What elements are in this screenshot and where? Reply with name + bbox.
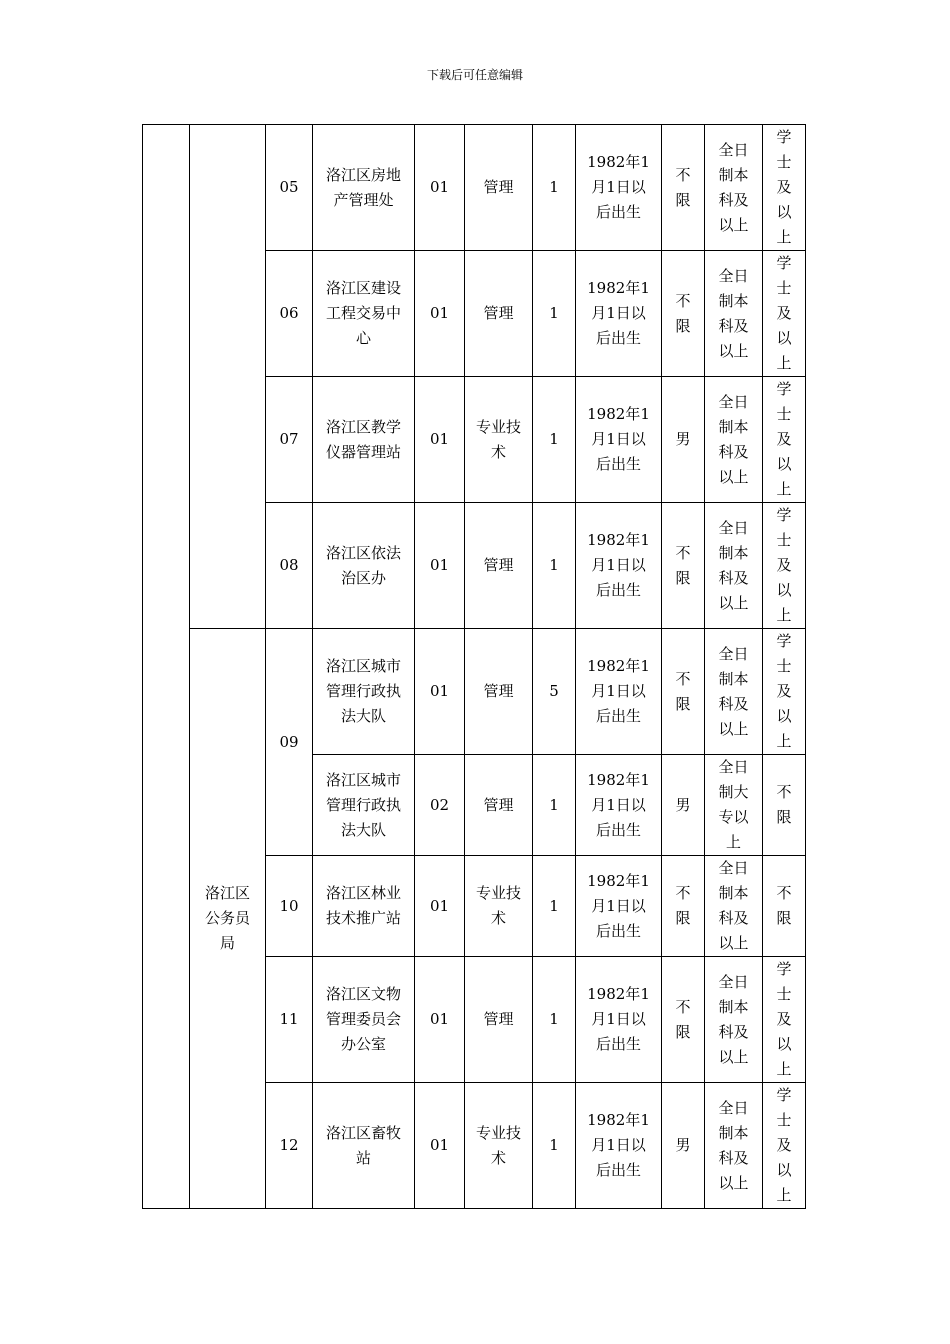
unit-cell-text: 洛江区教学仪器管理站 xyxy=(325,417,401,461)
degree-cell-text: 不限 xyxy=(776,783,792,826)
education-cell-text: 全日制本科及以上 xyxy=(718,140,749,234)
age-cell xyxy=(576,755,662,856)
code-cell-text: 06 xyxy=(279,304,299,322)
post-cell xyxy=(415,629,465,755)
type-cell xyxy=(465,755,533,856)
education-cell xyxy=(705,629,763,755)
type-cell xyxy=(465,1083,533,1209)
education-cell xyxy=(705,1083,763,1209)
unit-cell-text: 洛江区畜牧站 xyxy=(325,1123,401,1167)
gender-cell-text: 男 xyxy=(675,1136,691,1154)
post-cell xyxy=(415,1083,465,1209)
degree-cell-text: 学士及以上 xyxy=(776,1086,792,1204)
age-cell-text: 1982年1月1日以后出生 xyxy=(587,1111,650,1179)
count-cell-text: 1 xyxy=(549,178,559,196)
unit-cell-text: 洛江区房地产管理处 xyxy=(325,165,401,209)
degree-cell xyxy=(763,755,806,856)
degree-cell xyxy=(763,957,806,1083)
gender-cell xyxy=(662,251,705,377)
count-cell-text: 1 xyxy=(549,430,559,448)
degree-cell-text: 学士及以上 xyxy=(776,380,792,498)
gender-cell-text: 不限 xyxy=(675,669,691,713)
count-cell-text: 1 xyxy=(549,1136,559,1154)
type-cell-text: 专业技术 xyxy=(475,884,521,927)
post-cell xyxy=(415,957,465,1083)
gender-cell xyxy=(662,856,705,957)
recruitment-table xyxy=(142,124,806,1209)
degree-cell-text: 学士及以上 xyxy=(776,960,792,1078)
post-cell xyxy=(415,251,465,377)
post-cell xyxy=(415,125,465,251)
page-header: 下载后可任意编辑 xyxy=(426,68,523,82)
age-cell xyxy=(576,1083,662,1209)
unit-cell xyxy=(313,1083,415,1209)
type-cell xyxy=(465,377,533,503)
unit-cell-text: 洛江区城市管理行政执法大队 xyxy=(325,657,401,725)
code-cell-text: 10 xyxy=(279,896,299,915)
count-cell xyxy=(533,856,576,957)
count-cell-text: 1 xyxy=(549,1010,559,1028)
count-cell xyxy=(533,503,576,629)
gender-cell xyxy=(662,629,705,755)
gender-cell xyxy=(662,503,705,629)
blank-cell xyxy=(143,125,190,1209)
code-cell xyxy=(266,856,313,957)
table-row xyxy=(143,125,806,251)
count-cell xyxy=(533,377,576,503)
unit-cell xyxy=(313,503,415,629)
age-cell-text: 1982年1月1日以后出生 xyxy=(587,279,650,347)
post-cell-text: 01 xyxy=(429,556,450,574)
unit-cell xyxy=(313,856,415,957)
degree-cell xyxy=(763,125,806,251)
degree-cell xyxy=(763,377,806,503)
degree-cell-text: 学士及以上 xyxy=(776,506,792,624)
post-cell-text: 02 xyxy=(429,795,450,814)
post-cell-text: 01 xyxy=(429,896,450,915)
age-cell-text: 1982年1月1日以后出生 xyxy=(587,657,650,725)
type-cell xyxy=(465,856,533,957)
education-cell-text: 全日制本科及以上 xyxy=(718,392,749,486)
education-cell xyxy=(705,125,763,251)
count-cell-text: 1 xyxy=(549,795,559,814)
unit-cell-text: 洛江区依法治区办 xyxy=(325,543,401,587)
age-cell-text: 1982年1月1日以后出生 xyxy=(587,871,650,940)
age-cell xyxy=(576,377,662,503)
code-cell xyxy=(266,125,313,251)
code-cell xyxy=(266,377,313,503)
age-cell xyxy=(576,125,662,251)
post-cell xyxy=(415,503,465,629)
gender-cell-text: 不限 xyxy=(675,997,691,1041)
count-cell xyxy=(533,125,576,251)
post-cell xyxy=(415,856,465,957)
unit-cell-text: 洛江区城市管理行政执法大队 xyxy=(325,770,401,839)
degree-cell xyxy=(763,251,806,377)
code-cell xyxy=(266,957,313,1083)
code-cell-text: 09 xyxy=(279,732,299,751)
education-cell-text: 全日制本科及以上 xyxy=(718,644,749,738)
education-cell xyxy=(705,957,763,1083)
age-cell xyxy=(576,251,662,377)
table-row xyxy=(143,629,806,755)
unit-cell-text: 洛江区文物管理委员会办公室 xyxy=(325,985,401,1053)
degree-cell-text: 学士及以上 xyxy=(776,632,792,750)
gender-cell-text: 不限 xyxy=(675,884,691,927)
education-cell xyxy=(705,856,763,957)
code-cell-text: 12 xyxy=(279,1136,299,1154)
age-cell-text: 1982年1月1日以后出生 xyxy=(587,153,650,221)
code-cell-text: 05 xyxy=(279,178,299,196)
post-cell-text: 01 xyxy=(429,1136,450,1154)
code-cell xyxy=(266,251,313,377)
degree-cell xyxy=(763,503,806,629)
type-cell-text: 管理 xyxy=(483,1010,514,1028)
type-cell-text: 管理 xyxy=(483,178,514,196)
unit-cell xyxy=(313,957,415,1083)
age-cell xyxy=(576,629,662,755)
age-cell xyxy=(576,503,662,629)
department-cell xyxy=(190,629,266,1209)
type-cell-text: 管理 xyxy=(483,304,514,322)
age-cell-text: 1982年1月1日以后出生 xyxy=(587,531,650,599)
type-cell xyxy=(465,125,533,251)
type-cell xyxy=(465,957,533,1083)
gender-cell xyxy=(662,957,705,1083)
type-cell-text: 管理 xyxy=(483,556,514,574)
post-cell xyxy=(415,755,465,856)
unit-cell xyxy=(313,251,415,377)
gender-cell xyxy=(662,377,705,503)
unit-cell xyxy=(313,125,415,251)
education-cell-text: 全日制本科及以上 xyxy=(718,972,749,1066)
count-cell-text: 1 xyxy=(549,556,559,574)
gender-cell-text: 男 xyxy=(675,430,691,448)
education-cell xyxy=(705,503,763,629)
count-cell xyxy=(533,755,576,856)
count-cell xyxy=(533,251,576,377)
unit-cell-text: 洛江区建设工程交易中心 xyxy=(325,279,401,347)
education-cell xyxy=(705,251,763,377)
type-cell xyxy=(465,251,533,377)
education-cell-text: 全日制本科及以上 xyxy=(718,518,749,612)
age-cell xyxy=(576,856,662,957)
type-cell xyxy=(465,629,533,755)
type-cell-text: 管理 xyxy=(483,795,514,814)
education-cell xyxy=(705,377,763,503)
department-cell-text: 洛江区公务员局 xyxy=(204,884,250,952)
degree-cell-text: 学士及以上 xyxy=(776,128,792,246)
gender-cell-text: 男 xyxy=(675,795,691,814)
degree-cell xyxy=(763,629,806,755)
count-cell xyxy=(533,957,576,1083)
education-cell-text: 全日制本科及以上 xyxy=(718,266,749,360)
degree-cell-text: 学士及以上 xyxy=(776,254,792,372)
age-cell-text: 1982年1月1日以后出生 xyxy=(587,405,650,473)
gender-cell xyxy=(662,125,705,251)
count-cell xyxy=(533,629,576,755)
code-cell xyxy=(266,1083,313,1209)
type-cell-text: 专业技术 xyxy=(475,1123,521,1167)
type-cell-text: 管理 xyxy=(483,682,514,700)
degree-cell-text: 不限 xyxy=(776,884,792,927)
post-cell-text: 01 xyxy=(429,430,450,448)
unit-cell xyxy=(313,629,415,755)
gender-cell xyxy=(662,1083,705,1209)
code-cell xyxy=(266,503,313,629)
count-cell-text: 1 xyxy=(549,304,559,322)
post-cell-text: 01 xyxy=(429,682,450,700)
gender-cell-text: 不限 xyxy=(675,291,691,335)
unit-cell-text: 洛江区林业技术推广站 xyxy=(325,884,401,927)
degree-cell xyxy=(763,856,806,957)
degree-cell xyxy=(763,1083,806,1209)
unit-cell xyxy=(313,377,415,503)
gender-cell-text: 不限 xyxy=(675,543,691,587)
age-cell-text: 1982年1月1日以后出生 xyxy=(587,985,650,1053)
education-cell-text: 全日制本科及以上 xyxy=(718,859,749,952)
code-cell-text: 07 xyxy=(279,430,299,448)
type-cell xyxy=(465,503,533,629)
post-cell-text: 01 xyxy=(429,1010,450,1028)
education-cell xyxy=(705,755,763,856)
education-cell-text: 全日制大专以上 xyxy=(718,758,749,851)
post-cell-text: 01 xyxy=(429,178,450,196)
age-cell xyxy=(576,957,662,1083)
unit-cell xyxy=(313,755,415,856)
count-cell-text: 5 xyxy=(549,682,559,700)
code-cell-text: 11 xyxy=(279,1010,299,1028)
department-blank-cell xyxy=(190,125,266,629)
gender-cell-text: 不限 xyxy=(675,165,691,209)
code-cell-text: 08 xyxy=(279,556,299,574)
count-cell xyxy=(533,1083,576,1209)
count-cell-text: 1 xyxy=(549,896,559,915)
code-cell xyxy=(266,629,313,856)
post-cell-text: 01 xyxy=(429,304,450,322)
post-cell xyxy=(415,377,465,503)
education-cell-text: 全日制本科及以上 xyxy=(718,1098,749,1192)
age-cell-text: 1982年1月1日以后出生 xyxy=(587,770,650,839)
gender-cell xyxy=(662,755,705,856)
type-cell-text: 专业技术 xyxy=(475,417,521,461)
